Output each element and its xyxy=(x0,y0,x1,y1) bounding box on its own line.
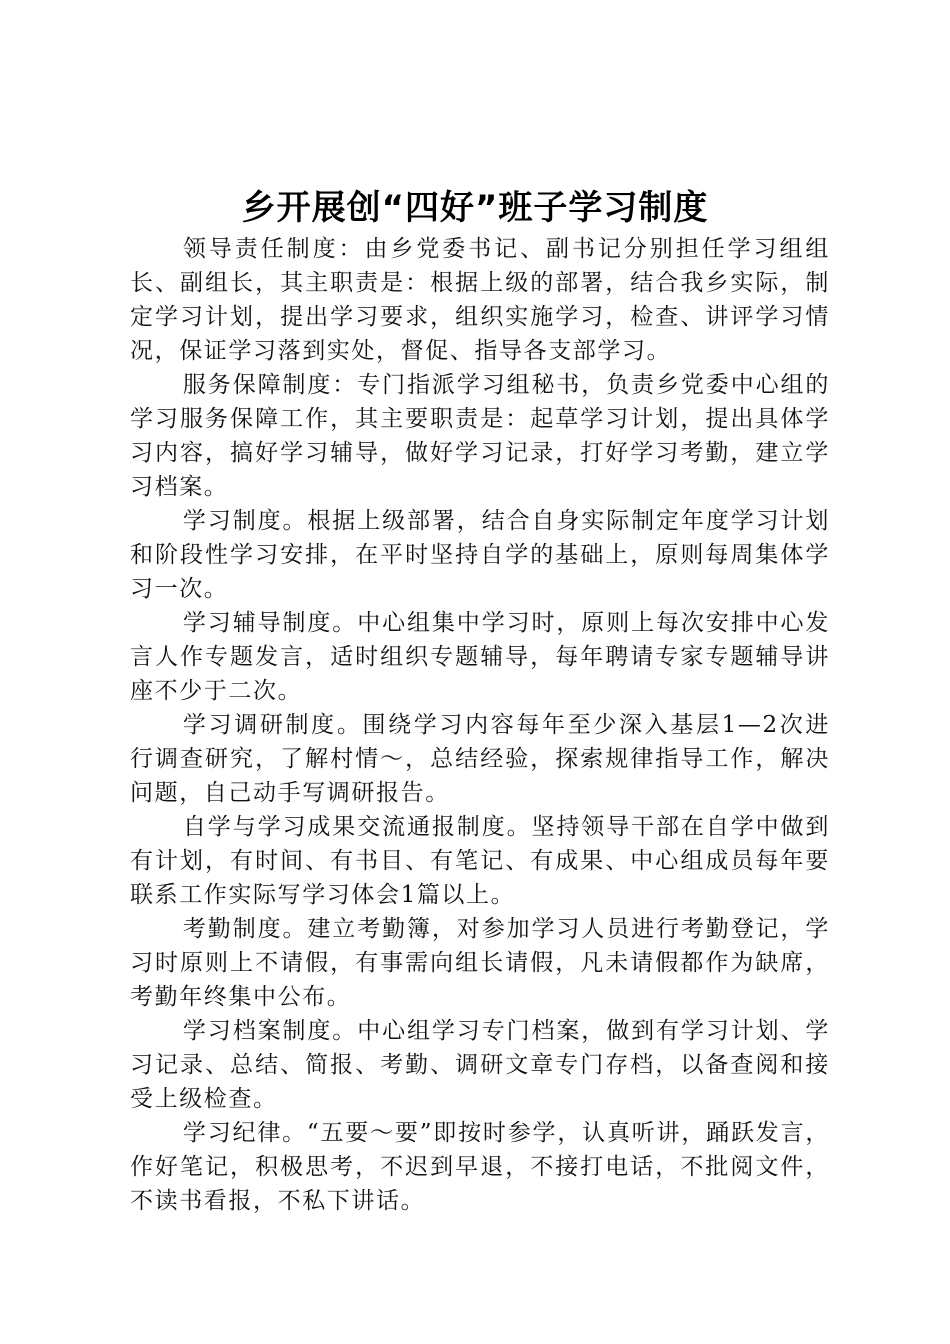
document-title: 乡开展创“四好”班子学习制度 xyxy=(241,188,709,228)
paragraph-study-research: 学习调研制度。围绕学习内容每年至少深入基层1—2次进行调查研究，了解村情～，总结经验，探索规律指导工作，解决问题，自己动手写调研报告。 xyxy=(130,712,830,806)
paragraph-leadership-responsibility: 领导责任制度：由乡党委书记、副书记分别担任学习组组长、副组长，其主职责是：根据上级的部署，结合我乡实际，制定学习计划，提出学习要求，组织实施学习，检查、讲评学习情况，保证学习落到实处，督促、指导各支部学习。 xyxy=(130,236,830,364)
document-body xyxy=(130,232,830,1218)
paragraph-service-support: 服务保障制度：专门指派学习组秘书，负责乡党委中心组的学习服务保障工作，其主要职责是：起草学习计划，提出具体学习内容，搞好学习辅导，做好学习记录，打好学习考勤，建立学习档案。 xyxy=(130,372,830,500)
paragraph-attendance: 考勤制度。建立考勤簿，对参加学习人员进行考勤登记，学习时原则上不请假，有事需向组长请假，凡未请假都作为缺席，考勤年终集中公布。 xyxy=(130,916,830,1010)
paragraph-study-guidance: 学习辅导制度。中心组集中学习时，原则上每次安排中心发言人作专题发言，适时组织专题辅导，每年聘请专家专题辅导讲座不少于二次。 xyxy=(130,610,830,704)
paragraph-self-study-exchange: 自学与学习成果交流通报制度。坚持领导干部在自学中做到有计划，有时间、有书目、有笔记、有成果、中心组成员每年要联系工作实际写学习体会1篇以上。 xyxy=(130,814,830,908)
paragraph-study-system: 学习制度。根据上级部署，结合自身实际制定年度学习计划和阶段性学习安排，在平时坚持自学的基础上，原则每周集体学习一次。 xyxy=(130,508,830,602)
paragraph-study-archive: 学习档案制度。中心组学习专门档案，做到有学习计划、学习记录、总结、简报、考勤、调研文章专门存档，以备查阅和接受上级检查。 xyxy=(130,1018,830,1112)
paragraph-study-discipline: 学习纪律。“五要～要”即按时参学，认真听讲，踊跃发言，作好笔记，积极思考，不迟到早退，不接打电话，不批阅文件，不读书看报，不私下讲话。 xyxy=(130,1120,830,1214)
